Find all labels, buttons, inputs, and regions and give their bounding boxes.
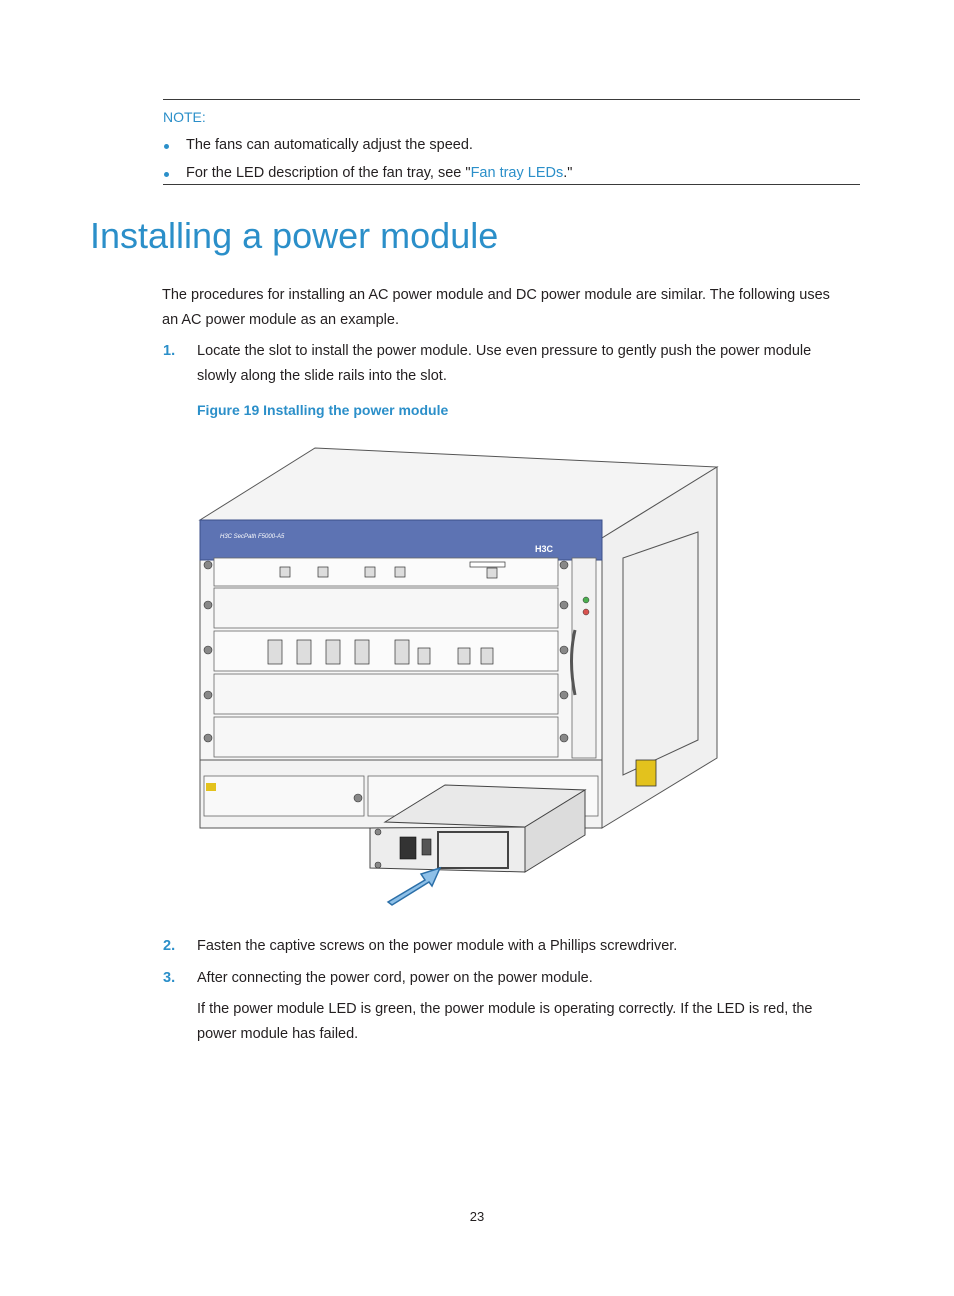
screw (560, 691, 568, 699)
step-1-line-1: Locate the slot to install the power module. Use even pressure to gently push the power module (197, 343, 812, 359)
brand-logo: H3C (535, 544, 554, 554)
insert-arrow-icon (388, 868, 440, 905)
power-switch (422, 839, 431, 855)
brand-bar (200, 520, 602, 560)
fan-tray (572, 558, 596, 758)
intro-line-1: The procedures for installing an AC power module and DC power module are similar. The following uses (162, 287, 830, 303)
step-3-detail-line-2: power module has failed. (197, 1026, 359, 1042)
power-module-front (370, 827, 525, 872)
power-module-figure (190, 440, 730, 910)
card-slot-3 (214, 631, 558, 671)
port (395, 640, 409, 664)
note-bottom-rule (163, 184, 860, 185)
port (418, 648, 430, 664)
note-bullet-text: For the LED description of the fan tray, see "Fan tray LEDs." (186, 165, 573, 181)
page-number: 23 (469, 1209, 485, 1224)
section-title: Installing a power module (90, 215, 499, 256)
bullet-dot-icon (164, 144, 169, 149)
note-label: NOTE: (163, 109, 206, 125)
screw (560, 646, 568, 654)
screw (375, 862, 381, 868)
step-3-number: 3. (163, 970, 176, 986)
card-slot-2 (214, 588, 558, 628)
power-label (206, 783, 216, 791)
screw (375, 829, 381, 835)
status-led-red (583, 609, 589, 615)
step-3-detail-line-1: If the power module LED is green, the power module is operating correctly. If the LED is red, the (197, 1001, 813, 1017)
port (481, 648, 493, 664)
port (365, 567, 375, 577)
port (268, 640, 282, 664)
screw (204, 601, 212, 609)
step-3-line-1: After connecting the power cord, power on the power module. (197, 970, 593, 986)
screw (560, 601, 568, 609)
screw (204, 691, 212, 699)
fan-tray-leds-link[interactable]: Fan tray LEDs (470, 165, 564, 181)
screw (204, 646, 212, 654)
warning-label (636, 760, 656, 786)
card-reader-slot (470, 562, 505, 567)
bullet-dot-icon (164, 172, 169, 177)
screw (354, 794, 362, 802)
port (355, 640, 369, 664)
power-slot-1 (204, 776, 364, 816)
port (318, 567, 328, 577)
screw (204, 734, 212, 742)
port (280, 567, 290, 577)
port (458, 648, 470, 664)
port (326, 640, 340, 664)
card-slot-1 (214, 558, 558, 586)
card-slot-5 (214, 717, 558, 757)
port (297, 640, 311, 664)
power-socket (400, 837, 416, 859)
screw (204, 561, 212, 569)
step-2-line-1: Fasten the captive screws on the power module with a Phillips screwdriver. (197, 938, 678, 954)
step-1-number: 1. (163, 343, 176, 359)
step-2-number: 2. (163, 938, 176, 954)
note-top-rule (163, 99, 860, 100)
brand-label: H3C SecPath F5000-A5 (220, 534, 285, 540)
card-slot-4 (214, 674, 558, 714)
screw (560, 734, 568, 742)
screw (560, 561, 568, 569)
status-led-green (583, 597, 589, 603)
figure-caption: Figure 19 Installing the power module (197, 402, 449, 418)
intro-line-2: an AC power module as an example. (162, 312, 399, 328)
step-1-line-2: slowly along the slide rails into the slot. (197, 368, 447, 384)
note-bullet-text: The fans can automatically adjust the speed. (186, 137, 473, 153)
port (395, 567, 405, 577)
port (487, 568, 497, 578)
